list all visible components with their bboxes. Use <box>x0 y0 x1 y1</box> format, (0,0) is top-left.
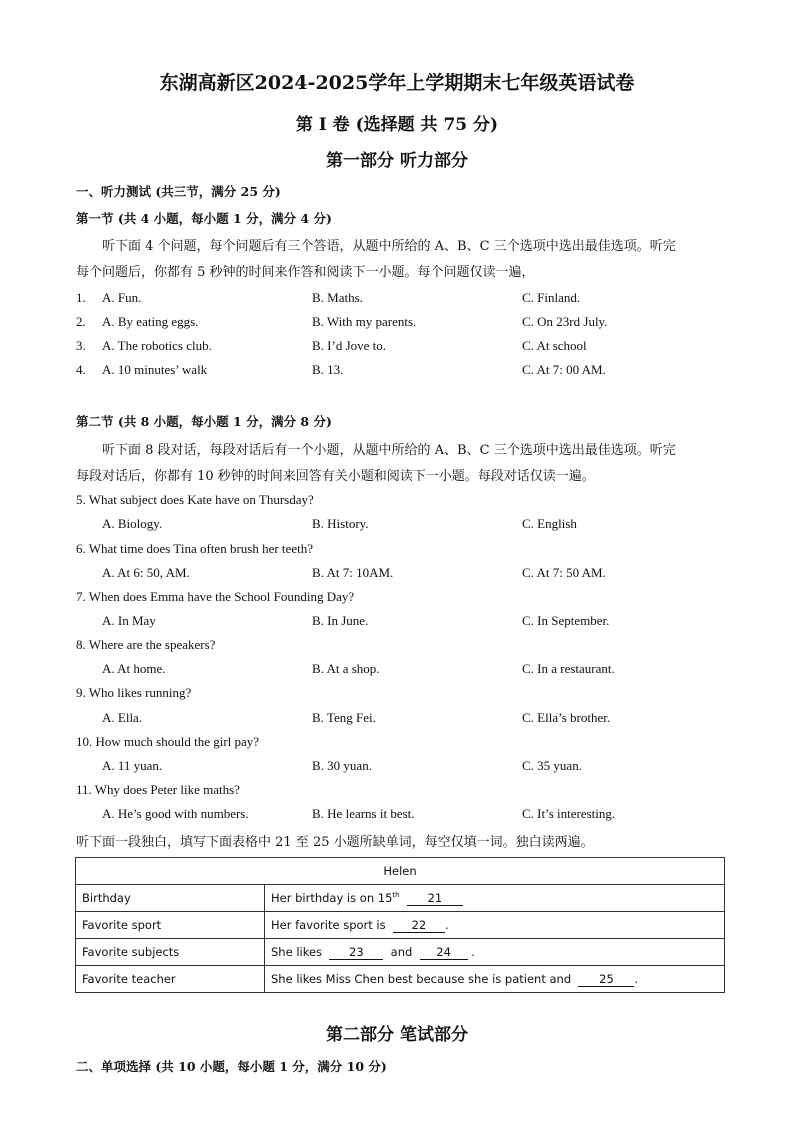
question-number: 4. <box>76 362 86 377</box>
question-text: 10. How much should the girl pay? <box>76 734 260 749</box>
row-text: She likes <box>271 944 326 959</box>
sub2-instruction-line2: 每段对话后，你都有 10 秒钟的时间来回答有关小题和阅读下一小题。每段对话仅读一遍。 <box>76 469 595 484</box>
volume-title: 第 I 卷 (选择题 共 75 分) <box>295 115 499 135</box>
helen-info-table <box>75 857 725 993</box>
table-row <box>76 885 725 912</box>
option-b: B. History. <box>312 516 369 531</box>
row-text: Her birthday is on 15 <box>271 890 393 905</box>
option-c: C. At school <box>522 338 587 353</box>
table-title: Helen <box>76 858 725 885</box>
question-number: 3. <box>76 338 86 353</box>
option-b: B. At 7: 10AM. <box>312 565 394 580</box>
option-c: C. Finland. <box>522 290 581 305</box>
option-c: C. At 7: 50 AM. <box>522 565 606 580</box>
table-row <box>76 912 725 939</box>
row-label: Favorite sport <box>76 912 265 939</box>
answer-blank-25[interactable]: 25 <box>578 973 634 987</box>
option-b: B. I’d Jove to. <box>312 338 387 353</box>
row-content <box>265 966 725 993</box>
monologue-instruction: 听下面一段独白，填写下面表格中 21 至 25 小题所缺单词，每空仅填一词。独白读两遍。 <box>76 835 594 850</box>
sub1-instruction-line2: 每个问题后，你都有 5 秒钟的时间来作答和阅读下一小题。每个问题仅读一遍， <box>76 265 535 280</box>
table-header-row <box>76 858 725 885</box>
option-c: C. It’s interesting. <box>522 806 616 821</box>
option-a: A. Biology. <box>102 516 163 531</box>
section-one-heading: 一、听力测试 (共三节，满分 25 分) <box>76 184 281 199</box>
option-b: B. With my parents. <box>312 314 417 329</box>
option-a: A. He’s good with numbers. <box>102 806 249 821</box>
option-b: B. At a shop. <box>312 661 380 676</box>
sub2-instruction-line1: 听下面 8 段对话，每段对话后有一个小题，从题中所给的 A、B、C 三个选项中选出最佳选项。听完 <box>102 443 676 458</box>
option-b: B. Maths. <box>312 290 363 305</box>
question-number: 2. <box>76 314 86 329</box>
table-row <box>76 966 725 993</box>
question-text: 9. Who likes running? <box>76 685 192 700</box>
sub1-heading: 第一节 (共 4 小题，每小题 1 分，满分 4 分) <box>76 211 332 226</box>
answer-blank-21[interactable]: 21 <box>407 892 463 906</box>
option-a: A. Ella. <box>102 710 143 725</box>
row-content <box>265 939 725 966</box>
option-c: C. In September. <box>522 613 610 628</box>
answer-blank-24[interactable]: 24 <box>420 946 468 960</box>
answer-blank-22[interactable]: 22 <box>393 919 445 933</box>
option-c: C. In a restaurant. <box>522 661 615 676</box>
question-text: 7. When does Emma have the School Founding Day? <box>76 589 355 604</box>
row-label: Favorite teacher <box>76 966 265 993</box>
option-b: B. 13. <box>312 362 344 377</box>
ordinal-suffix: th <box>392 890 400 899</box>
question-number: 1. <box>76 290 86 305</box>
option-b: B. In June. <box>312 613 369 628</box>
option-a: A. At 6: 50, AM. <box>102 565 190 580</box>
sub2-heading: 第二节 (共 8 小题，每小题 1 分，满分 8 分) <box>76 414 332 429</box>
option-c: C. Ella’s brother. <box>522 710 611 725</box>
answer-blank-23[interactable]: 23 <box>329 946 383 960</box>
option-c: C. 35 yuan. <box>522 758 582 773</box>
option-a: A. 11 yuan. <box>102 758 163 773</box>
option-c: C. English <box>522 516 577 531</box>
question-text: 8. Where are the speakers? <box>76 637 216 652</box>
row-text-end: . <box>467 944 475 959</box>
part-one-title: 第一部分 听力部分 <box>326 151 468 171</box>
question-text: 6. What time does Tina often brush her teeth? <box>76 541 313 556</box>
row-text-end: . <box>444 917 449 932</box>
row-text-mid: and <box>387 944 416 959</box>
sub1-instruction-line1: 听下面 4 个问题，每个问题后有三个答语，从题中所给的 A、B、C 三个选项中选出最佳选项。听完 <box>102 239 676 254</box>
question-text: 5. What subject does Kate have on Thursday? <box>76 492 314 507</box>
part-two-section-heading: 二、单项选择 (共 10 小题，每小题 1 分，满分 10 分) <box>76 1059 387 1074</box>
row-content <box>265 885 725 912</box>
question-text: 11. Why does Peter like maths? <box>76 782 240 797</box>
row-label: Favorite subjects <box>76 939 265 966</box>
option-a: A. The robotics club. <box>102 338 212 353</box>
option-a: A. By eating eggs. <box>102 314 199 329</box>
row-text-end: . <box>634 971 639 986</box>
option-c: C. At 7: 00 AM. <box>522 362 606 377</box>
row-label: Birthday <box>76 885 265 912</box>
option-a: A. In May <box>102 613 156 628</box>
part-two-title: 第二部分 笔试部分 <box>326 1025 468 1045</box>
row-text: She likes Miss Chen best because she is patient and <box>271 971 575 986</box>
row-content <box>265 912 725 939</box>
option-a: A. Fun. <box>102 290 142 305</box>
exam-title: 东湖高新区2024-2025学年上学期期末七年级英语试卷 <box>159 72 635 94</box>
option-a: A. At home. <box>102 661 166 676</box>
option-b: B. Teng Fei. <box>312 710 376 725</box>
option-a: A. 10 minutes’ walk <box>102 362 208 377</box>
option-b: B. 30 yuan. <box>312 758 372 773</box>
table-row <box>76 939 725 966</box>
option-b: B. He learns it best. <box>312 806 415 821</box>
row-text: Her favorite sport is <box>271 917 390 932</box>
option-c: C. On 23rd July. <box>522 314 608 329</box>
